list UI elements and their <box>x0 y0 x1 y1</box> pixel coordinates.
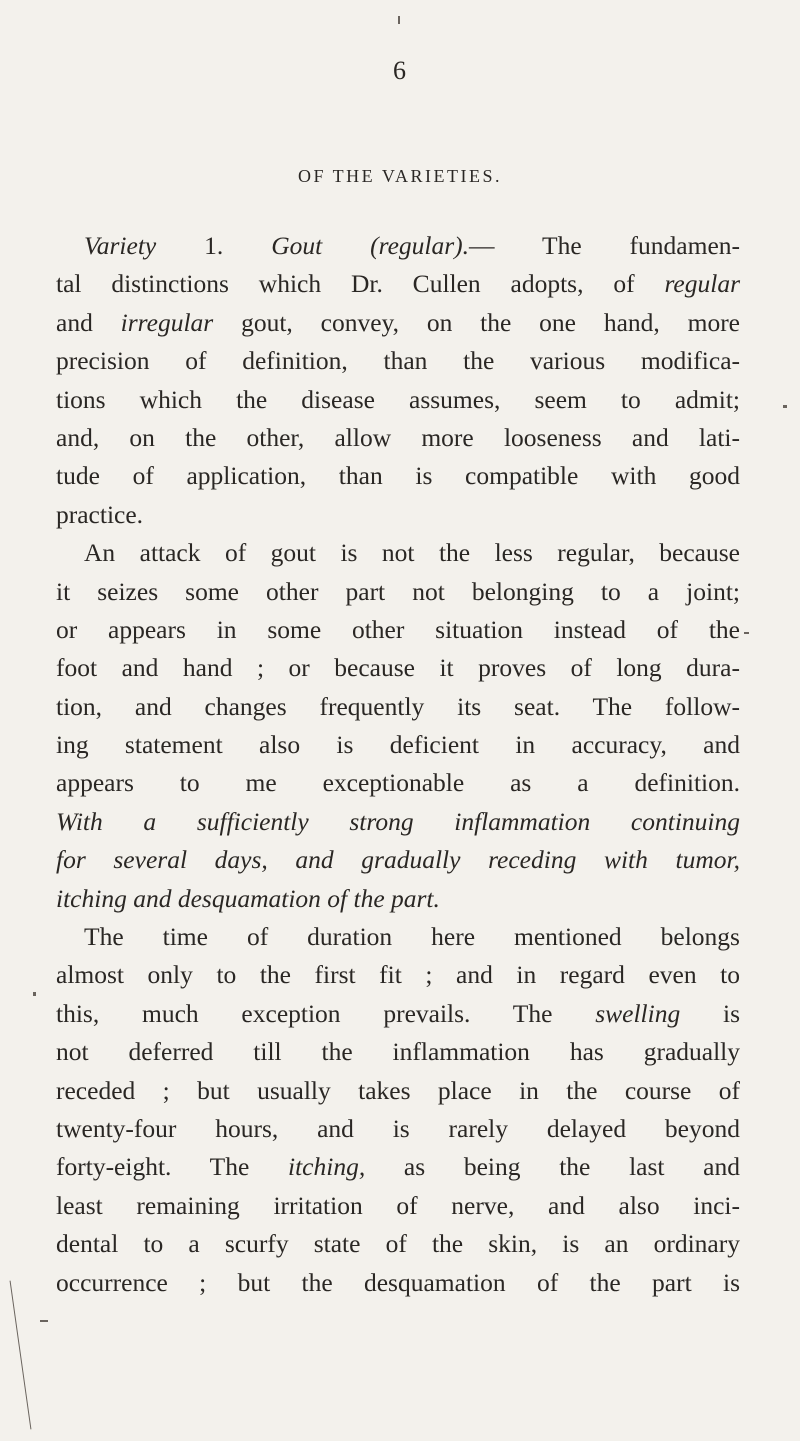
text-line <box>56 573 740 611</box>
text-line <box>56 841 740 879</box>
text-run: practice. <box>56 499 144 529</box>
text-run: precision of definition, than the various modifica- <box>56 346 740 376</box>
italic-text: itching and desquamation of the part. <box>56 883 440 913</box>
italic-text: Variety <box>84 231 157 260</box>
text-run: and <box>56 307 121 337</box>
text-line <box>56 1225 740 1263</box>
text-line <box>56 304 740 342</box>
text-run: An attack of gout is not the less regular, because <box>84 538 740 568</box>
text-line <box>56 1264 740 1302</box>
text-line <box>56 1033 740 1071</box>
margin-mark <box>40 1320 48 1322</box>
margin-mark <box>783 405 787 408</box>
text-run: or appears in some other situation instead of the <box>56 614 740 644</box>
text-run: dental to a scurfy state of the skin, is an ordinary <box>56 1229 740 1259</box>
running-head: OF THE VARIETIES. <box>297 166 503 186</box>
text-run: this, much exception prevails. The <box>56 998 596 1028</box>
text-line <box>56 381 740 419</box>
text-line <box>56 995 740 1033</box>
text-run: The time of duration here mentioned belongs <box>84 922 740 952</box>
italic-text: irregular <box>120 307 214 337</box>
margin-mark <box>744 632 749 634</box>
text-run: tions which the disease assumes, seem to admit; <box>56 384 740 414</box>
text-run: as being the last and <box>365 1152 740 1182</box>
italic-text: itching, <box>288 1152 366 1182</box>
text-line <box>56 880 740 918</box>
text-run: receded ; but usually takes place in the course of <box>56 1075 740 1105</box>
margin-mark <box>398 16 400 24</box>
text-line <box>56 726 740 764</box>
text-line <box>56 534 740 572</box>
text-line <box>56 227 740 265</box>
text-line <box>56 1072 740 1110</box>
text-line <box>56 419 740 457</box>
text-run: tal distinctions which Dr. Cullen adopts, of <box>56 269 665 299</box>
text-line <box>56 611 740 649</box>
text-line <box>56 688 740 726</box>
text-run: — The fundamen- <box>469 231 741 260</box>
text-line <box>56 496 740 534</box>
text-run: foot and hand ; or because it proves of long dura- <box>56 653 740 683</box>
text-run: tude of application, than is compatible with good <box>56 461 740 491</box>
text-line <box>56 457 740 495</box>
text-run: almost only to the first fit ; and in regard even to <box>56 960 740 990</box>
italic-text: With a sufficiently strong inflammation continuing <box>56 806 740 836</box>
text-line <box>56 956 740 994</box>
margin-mark <box>10 1281 32 1430</box>
italic-text: for several days, and gradually receding with tumor, <box>56 845 740 875</box>
text-run: is <box>680 998 740 1028</box>
text-run: 1. <box>156 231 272 260</box>
body-text <box>56 227 740 1302</box>
text-line <box>56 764 740 802</box>
text-run: not deferred till the inflammation has gradually <box>56 1037 740 1067</box>
italic-text: regular <box>664 269 740 299</box>
text-line <box>56 1110 740 1148</box>
text-line <box>56 1148 740 1186</box>
text-line <box>56 803 740 841</box>
text-run: ing statement also is deficient in accuracy, and <box>56 730 740 760</box>
text-line <box>56 918 740 956</box>
text-line <box>56 649 740 687</box>
page-number: 6 <box>393 56 407 85</box>
text-run: occurrence ; but the desquamation of the part is <box>56 1267 740 1297</box>
text-run: and, on the other, allow more looseness and lati- <box>56 422 740 452</box>
margin-mark <box>33 992 36 996</box>
italic-text: swelling <box>595 998 681 1028</box>
text-line <box>56 265 740 303</box>
text-run: it seizes some other part not belonging to a joint; <box>56 576 740 606</box>
text-run: tion, and changes frequently its seat. The follow- <box>56 691 740 721</box>
text-run: twenty-four hours, and is rarely delayed beyond <box>56 1113 740 1143</box>
text-run: gout, convey, on the one hand, more <box>213 307 741 337</box>
text-line <box>56 342 740 380</box>
text-line <box>56 1187 740 1225</box>
text-run: forty-eight. The <box>56 1152 289 1182</box>
italic-text: Gout (regular). <box>271 231 470 260</box>
text-run: appears to me exceptionable as a definition. <box>56 768 740 798</box>
text-run: least remaining irritation of nerve, and also inci- <box>56 1190 740 1220</box>
